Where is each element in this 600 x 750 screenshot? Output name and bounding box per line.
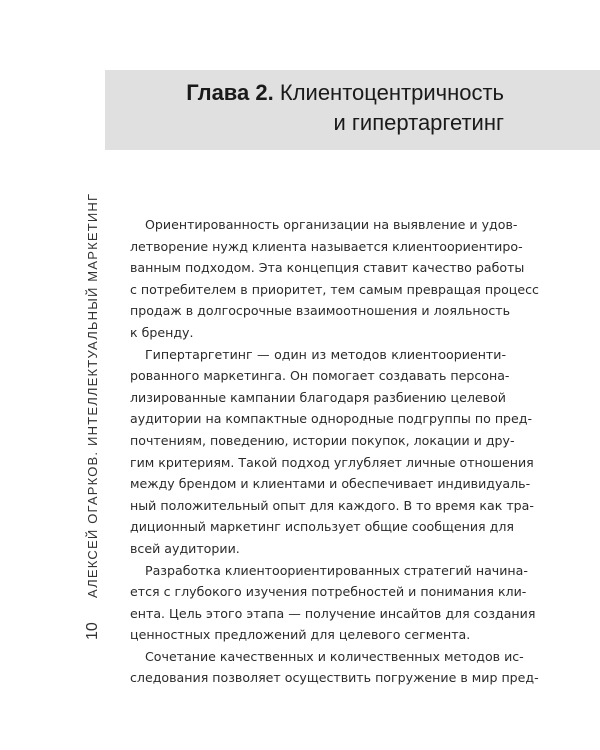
text-line: лизированные кампании благодаря разбиению целевой (130, 389, 506, 405)
chapter-header-band (105, 70, 600, 150)
text-line: летворение нужд клиента называется клиентоориентиро- (130, 238, 523, 254)
chapter-title-main: Клиентоцентричность (279, 80, 504, 105)
page-number: 10 (84, 622, 101, 640)
text-line: ванным подходом. Эта концепция ставит качество работы (130, 260, 525, 276)
chapter-title (186, 78, 504, 138)
text-line: Разработка клиентоориентированных стратегий начина- (145, 562, 528, 578)
text-line: продаж в долгосрочные взаимоотношения и лояльность (130, 303, 510, 319)
paragraph-2 (130, 344, 534, 560)
text-line: Ориентированность организации на выявление и удов- (145, 217, 518, 232)
chapter-label: Глава 2. (186, 80, 274, 105)
paragraph-4 (130, 646, 539, 689)
text-line: к бренду. (130, 324, 194, 340)
text-line: диционный маркетинг использует общие сообщения для (130, 519, 514, 535)
text-line: аудитории на компактные однородные подгруппы по пред- (130, 411, 533, 427)
text-line: ценностных предложений для целевого сегмента. (130, 627, 471, 643)
text-line: ется с глубокого изучения потребностей и понимания кли- (130, 584, 527, 600)
text-line: следования позволяет осуществить погружение в мир пред- (130, 670, 539, 686)
text-line: Гипертаргетинг — один из методов клиентоориенти- (145, 346, 506, 362)
text-line: почтениям, поведению, истории покупок, локации и дру- (130, 432, 515, 448)
text-line: ный положительный опыт для каждого. В то время как тра- (130, 497, 534, 513)
text-line: ента. Цель этого этапа — получение инсайтов для создания (130, 605, 536, 621)
running-head: АЛЕКСЕЙ ОГАРКОВ. ИНТЕЛЛЕКТУАЛЬНЫЙ МАРКЕТИНГ (85, 192, 100, 598)
chapter-title-line-2: и гипертаргетинг (333, 110, 504, 135)
paragraph-3 (130, 560, 536, 646)
text-line: всей аудитории. (130, 540, 240, 556)
text-line: Сочетание качественных и количественных методов ис- (145, 648, 524, 664)
text-line: с потребителем в приоритет, тем самым превращая процесс (130, 281, 539, 297)
text-line: между брендом и клиентами и обеспечивает индивидуаль- (130, 476, 531, 492)
body-text (130, 214, 539, 689)
chapter-title-line-1 (186, 78, 504, 108)
text-line: рованного маркетинга. Он помогает создавать персона- (130, 368, 510, 384)
paragraph-1 (130, 214, 539, 344)
text-line: гим критериям. Такой подход углубляет личные отношения (130, 454, 534, 470)
